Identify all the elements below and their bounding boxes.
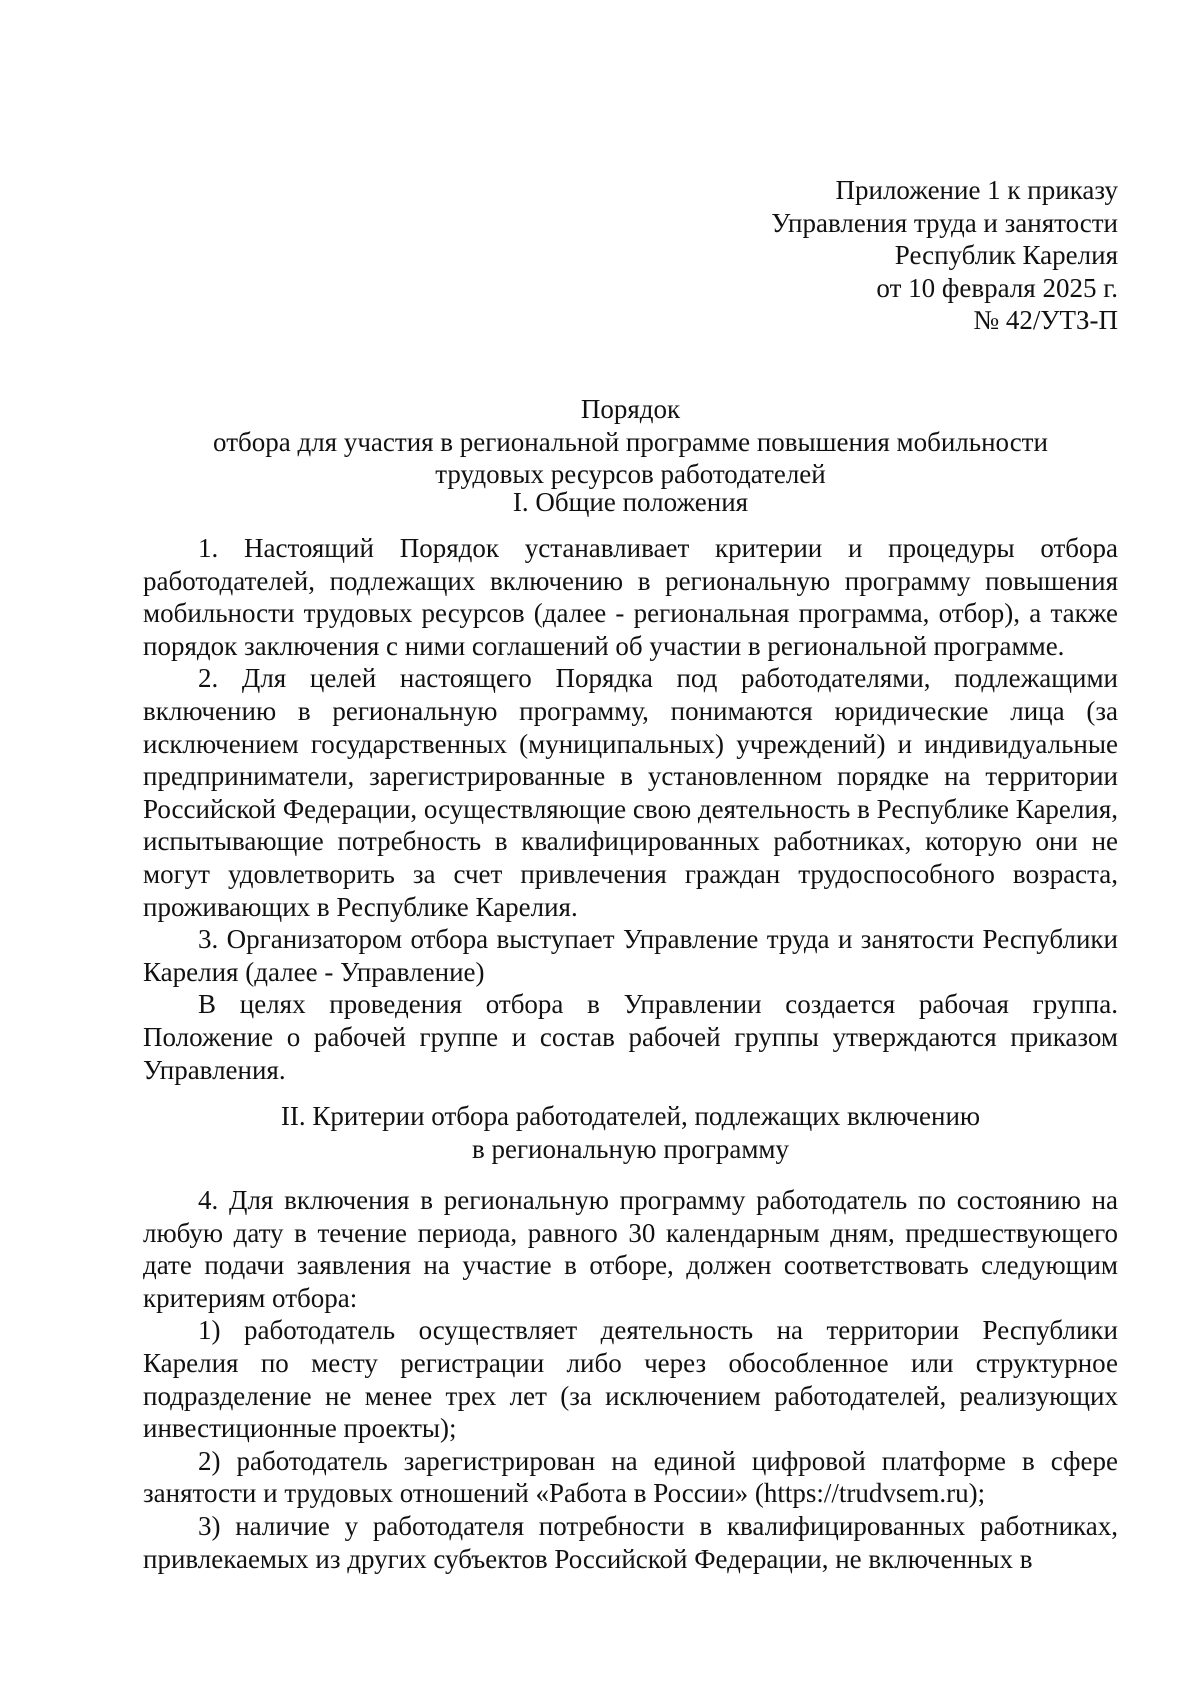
section-1-body bbox=[143, 532, 1118, 1086]
appendix-header-line: Республик Карелия bbox=[894, 240, 1118, 270]
paragraph: 2) работодатель зарегистрирован на единой цифровой платформе в сфере занятости и трудовых отношений «Работа в России» (https://trudvsem.ru); bbox=[143, 1445, 1118, 1509]
document-title-line: трудовых ресурсов работодателей bbox=[435, 459, 826, 489]
appendix-header-line: Управления труда и занятости bbox=[771, 207, 1118, 238]
section-2-body bbox=[143, 1184, 1118, 1575]
section-2-heading bbox=[143, 1100, 1118, 1165]
document-title bbox=[143, 393, 1118, 491]
paragraph: 3) наличие у работодателя потребности в квалифицированных работниках, привлекаемых из других субъектов Российской Федерации, не включенных в bbox=[143, 1510, 1118, 1574]
paragraph: 1) работодатель осуществляет деятельность на территории Республики Карелия по месту регистрации либо через обособленное или структурное подразделение не менее трех лет (за исключением работодателей, реализующих инвестиционные проекты); bbox=[143, 1315, 1118, 1444]
section-1-heading bbox=[143, 486, 1118, 519]
document-page bbox=[143, 0, 1118, 1697]
section-heading-text: в региональную программу bbox=[471, 1133, 789, 1164]
paragraph: 3. Организатором отбора выступает Управление труда и занятости Республики Карелия (далее - Управление) bbox=[143, 924, 1118, 987]
paragraph: 2. Для целей настоящего Порядка под работодателями, подлежащими включению в региональную программу, понимаются юридические лица (за исключением государственных (муниципальных) учреждений) и индивидуальные предприниматели, зарегистрированные в установленном порядке на территории Российской Федерации, осуществляющие свою деятельность в Республике Карелия, испытывающие потребность в квалифицированных работниках, которую они не могут удовлетворить за счет привлечения граждан трудоспособного возраста, проживающих в Республике Карелия. bbox=[143, 663, 1118, 922]
section-heading-text: II. Критерии отбора работодателей, подлежащих включению bbox=[280, 1101, 981, 1131]
appendix-header-line: Приложение 1 к приказу bbox=[835, 175, 1118, 205]
appendix-header-number: № 42/УТЗ-П bbox=[973, 305, 1118, 335]
document-title-line: отбора для участия в региональной программе повышения мобильности bbox=[213, 426, 1048, 457]
paragraph: 4. Для включения в региональную программу работодатель по состоянию на любую дату в течение периода, равного 30 календарным дням, предшествующего дате подачи заявления на участие в отборе, должен соответствовать следующим критериям отбора: bbox=[143, 1185, 1118, 1313]
appendix-header-date: от 10 февраля 2025 г. bbox=[876, 272, 1118, 303]
section-heading-text: I. Общие положения bbox=[512, 487, 749, 517]
document-title-line: Порядок bbox=[580, 394, 681, 424]
appendix-header bbox=[771, 174, 1118, 337]
paragraph: В целях проведения отбора в Управлении создается рабочая группа. Положение о рабочей группе и состав рабочей группы утверждаются приказом Управления. bbox=[143, 989, 1118, 1085]
paragraph: 1. Настоящий Порядок устанавливает критерии и процедуры отбора работодателей, подлежащих включению в региональную программу повышения мобильности трудовых ресурсов (далее - региональная программа, отбор), а также порядок заключения с ними соглашений об участии в региональной программе. bbox=[143, 533, 1118, 661]
